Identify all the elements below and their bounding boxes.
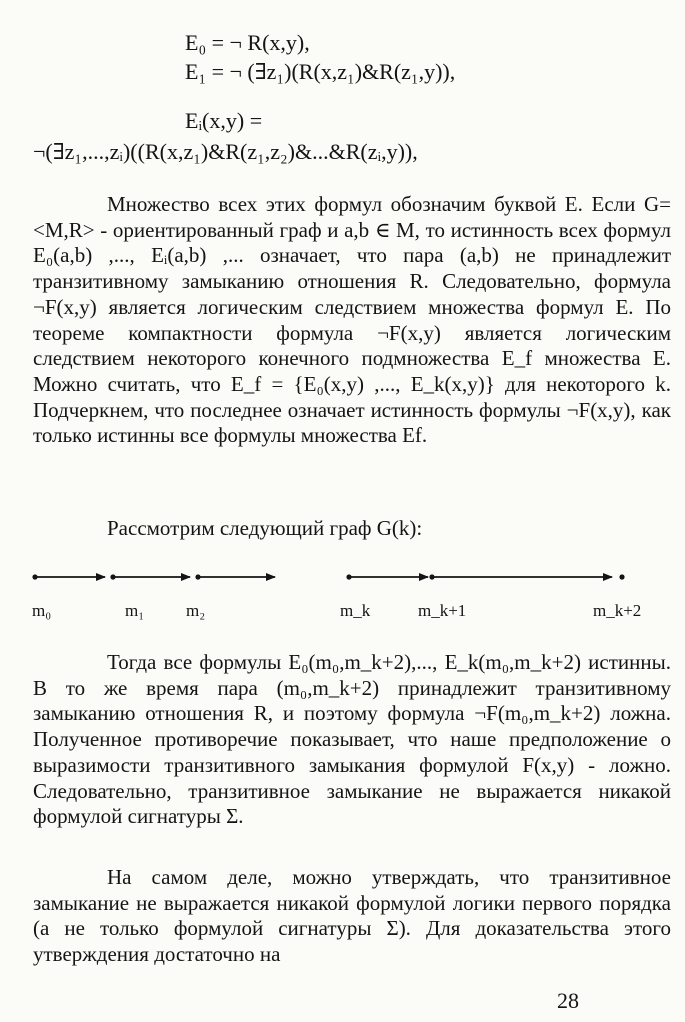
node-m2	[195, 574, 200, 579]
node-mk	[346, 574, 351, 579]
formula-e0: E₀ = ¬ R(x,y),	[185, 30, 310, 55]
paragraph-2-text: Рассмотрим следующий граф G(k):	[107, 516, 423, 540]
paragraph-3-text: Тогда все формулы E₀(m₀,m_k+2),..., E_k(m₀,m_k+2) истинны. В то же время пара (m₀,m_k+2) принадлежит транзитивному замыканию отношения R, и поэтому формула ¬F(m₀,m_k+2) ложна. Полученное противоречие показывает, что наше предположение о выразимости транзитивного замыкания формулой F(x,y) - ложно. Следовательно, транзитивное замыкание не выражается никакой формулой сигнатуры Σ.	[33, 650, 671, 829]
node-m0	[32, 574, 37, 579]
formula-ei-body: ¬(∃z₁,...,zᵢ)((R(x,z₁)&R(z₁,z₂)&...&R(zᵢ,y)),	[33, 139, 418, 164]
label-mk2: m_k+2	[593, 601, 642, 620]
node-m1	[110, 574, 115, 579]
label-m2: m₂	[186, 601, 206, 620]
node-mk2	[619, 574, 624, 579]
label-m0: m₀	[32, 601, 52, 620]
paragraph-1-text: Множество всех этих формул обозначим буквой E. Если G=<M,R> - ориентированный граф и a,b ∈ M, то истинность всех формул E₀(a,b) ,..., Eᵢ(a,b) ,... означает, что пара (a,b) не принадлежит транзитивному замыканию отношения R. Следовательно, формула ¬F(x,y) является логическим следствием множества формул E. По теореме компактности формула ¬F(x,y) является логическим следствием некоторого конечного подмножества E_f множества E. Можно считать, что E_f = {E₀(x,y) ,..., E_k(x,y)} для некоторого k. Подчеркнем, что последнее означает истинность формулы ¬F(x,y), как только истинны все формулы множества Ef.	[33, 192, 671, 448]
paragraph-3	[33, 650, 671, 830]
paragraph-4-text: На самом деле, можно утверждать, что транзитивное замыкание не выражается никакой формулой логики первого порядка (а не только формулой сигнатуры Σ). Для доказательства этого утверждения достаточно на	[33, 865, 671, 967]
label-m1: m₁	[125, 601, 145, 620]
label-mk1: m_k+1	[418, 601, 467, 620]
paragraph-4	[33, 865, 671, 968]
page-number: 28	[557, 988, 579, 1013]
node-mk1	[429, 574, 434, 579]
formula-e1: E₁ = ¬ (∃z₁)(R(x,z₁)&R(z₁,y)),	[185, 59, 456, 84]
formula-ei-head: Eᵢ(x,y) =	[185, 108, 263, 133]
label-mk: m_k	[340, 601, 371, 620]
